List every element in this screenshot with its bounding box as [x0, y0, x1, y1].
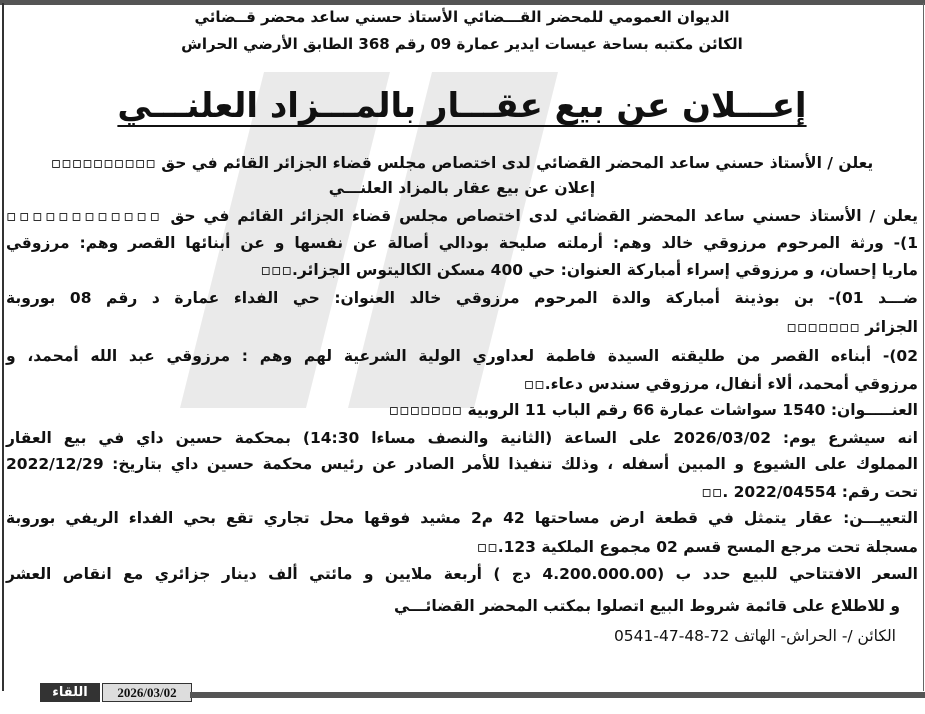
notice-title: إعـــلان عن بيع عقـــار بالمـــزاد العلنـــي: [117, 86, 807, 126]
bottom-rule: [190, 692, 925, 698]
body-line: العنـــــوان: 1540 سواشات عمارة 66 رقم الباب 11 الروبية ▫▫▫▫▫▫▫: [388, 401, 918, 419]
body-line: السعر الافتتاحي للبيع حدد ب (4.200.000.00 دج ) أربعة ملايين و مائتي ألف دينار جزائري مع انقاص العشر: [6, 565, 918, 583]
body-line: مسجلة تحت مرجع المسح قسم 02 مجموع الملكية 123.▫▫: [476, 538, 918, 556]
body-line: الجزائر ▫▫▫▫▫▫▫: [786, 318, 918, 336]
body-line: تحت رقم: 2022/04554 .▫▫: [701, 483, 918, 501]
body-line: يعلن / الأستاذ حسني ساعد المحضر القضائي لدى اختصاص مجلس قضاء الجزائر القائم في حق ▫▫▫▫▫▫▫▫▫▫▫▫: [6, 207, 918, 225]
body-line: ماريا إحسان، و مرزوقي إسراء أمباركة العنوان: حي 400 مسكن الكاليتوس الجزائر.▫▫▫: [260, 261, 918, 279]
body-line: و للاطلاع على قائمة شروط البيع اتصلوا بمكتب المحضر القضائـــي: [393, 597, 900, 615]
body-line: إعلان عن بيع عقار بالمزاد العلنـــي: [328, 179, 596, 197]
contact-line: الكائن /- الحراش- الهاتف 72-48-47-0541: [613, 627, 896, 645]
publication-badge: اللقاء: [40, 683, 100, 702]
body-line: مرزوقي أمحمد، ألاء أنفال، مرزوقي سندس دعاء.▫▫: [523, 375, 918, 393]
body-line: التعييـــن: عقار يتمثل في قطعة ارض مساحتها 42 م2 مشيد فوقها محل تجاري تقع بحي الفداء الريفي بوروبة: [6, 509, 919, 527]
header-line-1: الديوان العمومي للمحضر القـــضائي الأستاذ حسني ساعد محضر قــضائي: [194, 8, 730, 26]
body-line: ضـــد 01)- بن بوذينة أمباركة والدة المرحوم مرزوقي خالد العنوان: حي الفداء عمارة د رقم 08 بوروبة: [6, 289, 918, 307]
header-line-2: الكائن مكتبه بساحة عيسات ايدير عمارة 09 رقم 368 الطابق الأرضي الحراش: [181, 35, 743, 53]
body-line: يعلن / الأستاذ حسني ساعد المحضر القضائي لدى اختصاص مجلس قضاء الجزائر القائم في حق ▫▫▫▫▫▫▫▫▫▫: [50, 154, 874, 172]
body-line: 02)- أبناءه القصر من طليقته السيدة فاطمة لعداوري الولية الشرعية لهم وهم : مرزوقي عبد الله أمحمد، و: [6, 347, 918, 365]
publication-date: 2026/03/02: [102, 683, 192, 702]
body-line: 1)- ورثة المرحوم مرزوقي خالد وهم: أرملته صليحة بودالي أصالة عن نفسها و عن أبنائها القصر وهم: مرزوقي: [6, 234, 918, 252]
body-line: المملوك على الشيوع و المبين أسفله ، وذلك تنفيذا للأمر الصادر عن رئيس محكمة حسين داي بتاريخ: 2022/12/29: [6, 455, 918, 473]
body-line: انه سيشرع يوم: 2026/03/02 على الساعة (الثانية والنصف مساءا 14:30) بمحكمة حسين داي في بيع العقار: [6, 429, 918, 447]
